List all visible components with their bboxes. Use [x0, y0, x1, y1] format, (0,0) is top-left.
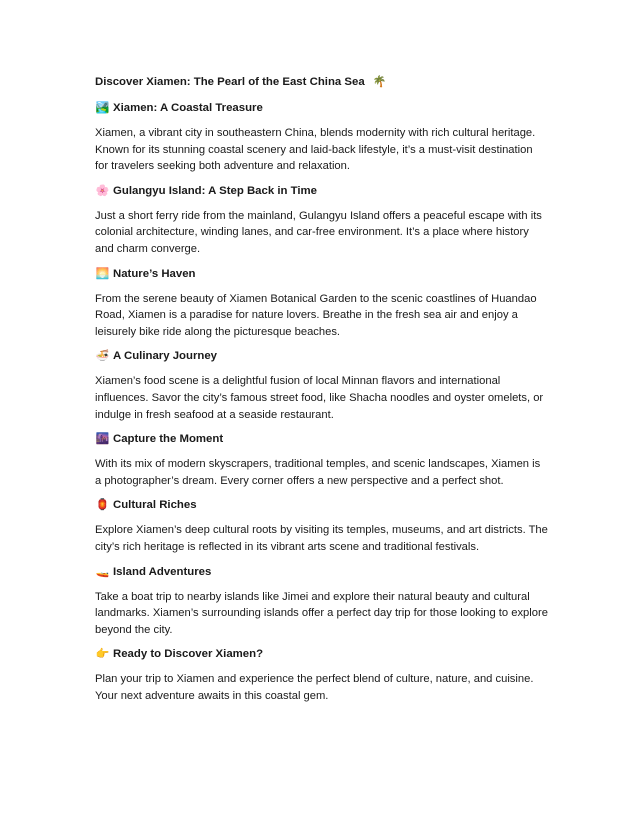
section-paragraph	[95, 291, 550, 341]
section-heading	[95, 183, 550, 200]
paragraph-line: and charm converge.	[95, 242, 201, 255]
paragraph-line: Plan your trip to Xiamen and experience the perfect blend of culture, nature, and cuisine.	[95, 673, 534, 686]
paragraph-line: Xiamen’s food scene is a delightful fusion of local Minnan flavors and international	[95, 375, 501, 388]
section-heading-text: Nature’s Haven	[113, 267, 196, 280]
noodle-bowl-icon: 🍜	[95, 350, 110, 363]
section	[95, 348, 550, 423]
section-heading-text: Xiamen: A Coastal Treasure	[113, 102, 263, 114]
section-heading	[95, 348, 550, 365]
section-heading-text: Gulangyu Island: A Step Back in Time	[113, 184, 318, 197]
paragraph-line: indulge in fresh seafood at a seaside restaurant.	[95, 408, 334, 421]
section	[95, 183, 550, 258]
section	[95, 564, 550, 639]
section-heading-text: Capture the Moment	[113, 433, 224, 446]
section-paragraph	[95, 522, 550, 555]
section	[95, 100, 550, 175]
section	[95, 266, 550, 341]
paragraph-line: Road, Xiamen is a paradise for nature lovers. Breathe in the fresh sea air and enjoy a	[95, 309, 518, 322]
coastal-landscape-icon: 🏞️	[95, 102, 110, 114]
section-paragraph	[95, 589, 550, 639]
flower-icon: 🌸	[95, 184, 110, 197]
section-paragraph	[95, 208, 550, 258]
document-title	[95, 74, 550, 91]
boat-icon: 🚤	[95, 565, 110, 578]
paragraph-line: Known for its stunning coastal scenery and laid-back lifestyle, it’s a must-visit destination	[95, 143, 533, 156]
section-heading-text: Ready to Discover Xiamen?	[113, 648, 264, 661]
paragraph-line: a photographer’s dream. Every corner offers a new perspective and a perfect shot.	[95, 474, 504, 487]
cityscape-icon: 🌆	[95, 433, 110, 446]
section-paragraph	[95, 671, 550, 704]
section-heading	[95, 646, 550, 663]
paragraph-line: With its mix of modern skyscrapers, traditional temples, and scenic landscapes, Xiamen is	[95, 458, 541, 471]
pointing-hand-icon: 👉	[95, 648, 110, 661]
paragraph-line: Just a short ferry ride from the mainland, Gulangyu Island offers a peaceful escape with its	[95, 209, 542, 222]
section	[95, 646, 550, 704]
section-paragraph	[95, 125, 550, 175]
paragraph-line: Take a boat trip to nearby islands like Jimei and explore their natural beauty and cultural	[95, 590, 530, 603]
paragraph-line: Your next adventure awaits in this coastal gem.	[95, 689, 329, 702]
section-heading	[95, 497, 550, 514]
paragraph-line: influences. Savor the city’s famous street food, like Shacha noodles and oyster omelets, or	[95, 391, 544, 404]
sections-container	[95, 100, 550, 704]
section-heading-text: Island Adventures	[113, 565, 212, 578]
title-text: Discover Xiamen: The Pearl of the East China Sea	[95, 76, 365, 88]
lantern-icon: 🏮	[95, 499, 110, 512]
paragraph-line: colonial architecture, winding lanes, and car-free environment. It’s a place where history	[95, 226, 529, 239]
paragraph-line: leisurely bike ride along the picturesque beaches.	[95, 325, 341, 338]
paragraph-line: Explore Xiamen’s deep cultural roots by visiting its temples, museums, and art districts. The	[95, 524, 548, 537]
paragraph-line: From the serene beauty of Xiamen Botanical Garden to the scenic coastlines of Huandao	[95, 292, 537, 305]
section	[95, 431, 550, 489]
section-heading	[95, 431, 550, 448]
paragraph-line: city’s rich heritage is reflected in its vibrant arts scene and traditional festivals.	[95, 540, 480, 553]
paragraph-line: Xiamen, a vibrant city in southeastern China, blends modernity with rich cultural heritage.	[95, 127, 536, 139]
paragraph-line: for travelers seeking both adventure and relaxation.	[95, 160, 350, 173]
section-heading-text: Cultural Riches	[113, 499, 197, 512]
section-paragraph	[95, 456, 550, 489]
sunrise-icon: 🌅	[95, 267, 110, 280]
section-heading	[95, 100, 550, 117]
section-heading-text: A Culinary Journey	[113, 350, 218, 363]
section-heading	[95, 564, 550, 581]
palm-tree-icon: 🌴	[372, 76, 387, 88]
section-paragraph	[95, 373, 550, 423]
section-heading	[95, 266, 550, 283]
paragraph-line: beyond the city.	[95, 623, 173, 636]
paragraph-line: landmarks. Xiamen’s surrounding islands offer a perfect day trip for those looking to explore	[95, 607, 548, 620]
section	[95, 497, 550, 555]
